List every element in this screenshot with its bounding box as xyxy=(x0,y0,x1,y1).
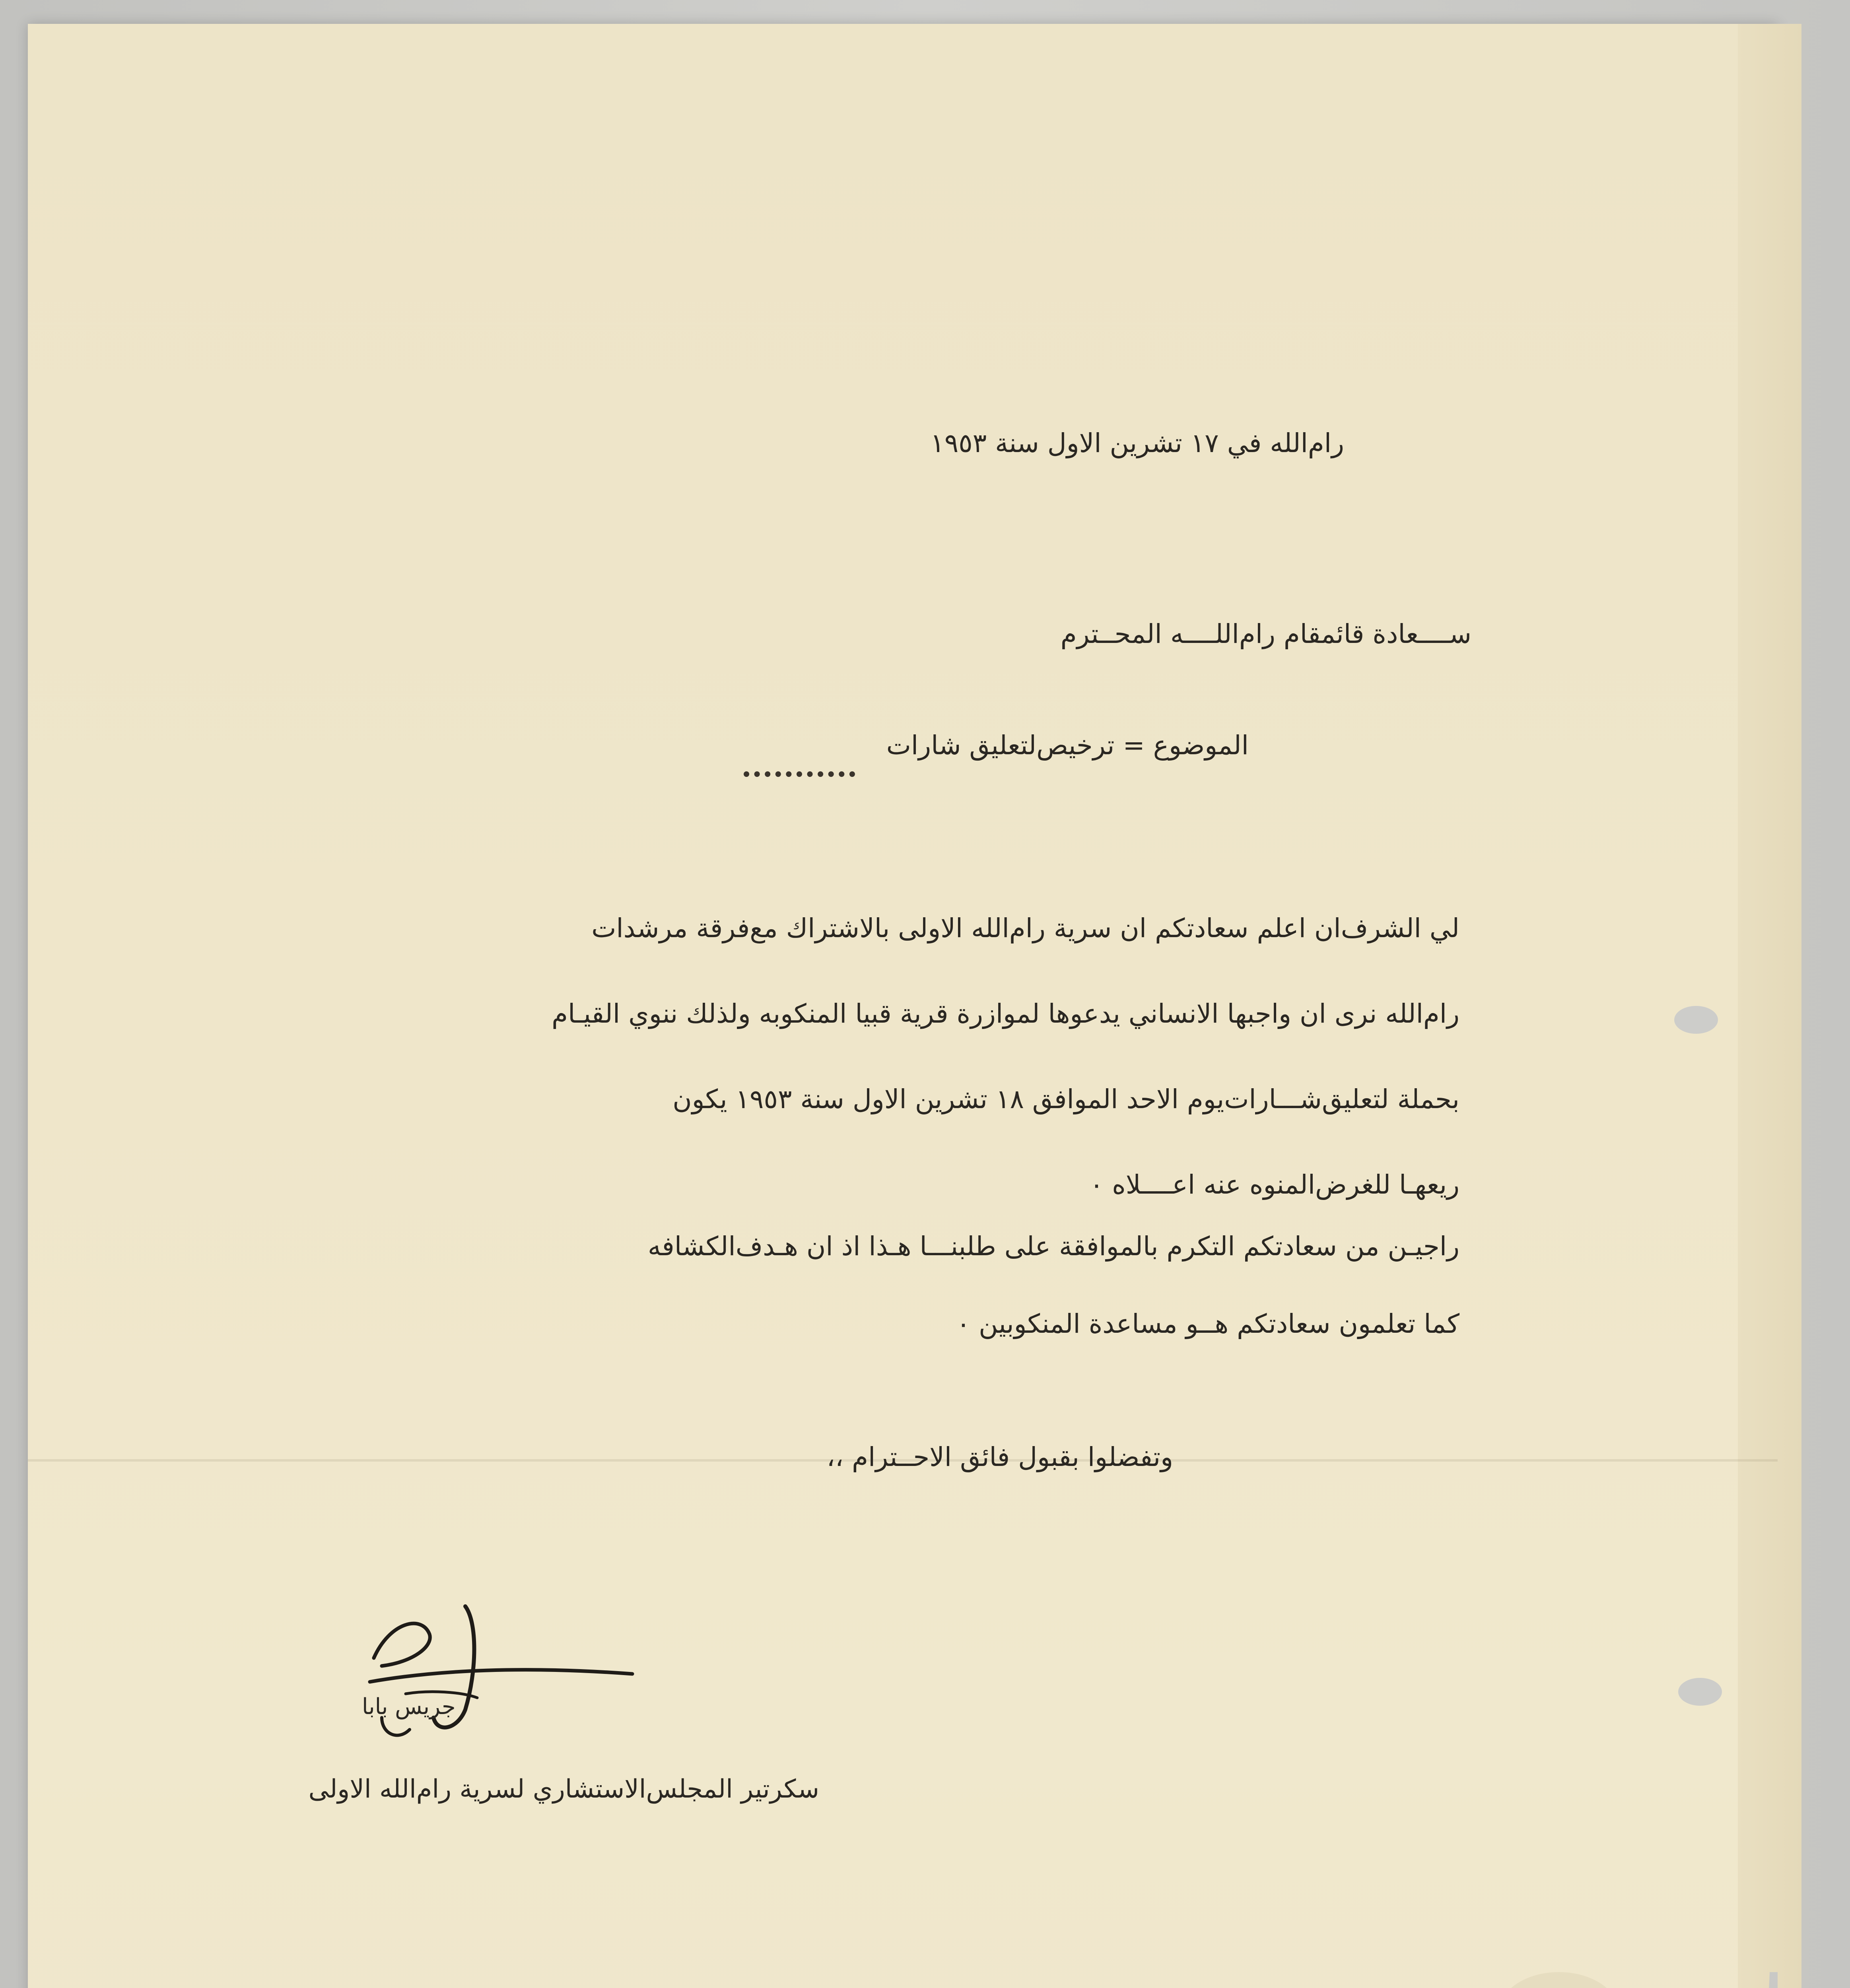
addressee-line: ســــعادة قائمقام رام‌اللــــه المحــترم xyxy=(1060,619,1471,649)
subject-line: الموضوع = ترخيص‌لتعليق شارات xyxy=(886,730,1249,761)
place-date-line: رام‌الله في ١٧ تشرين الاول سنة ١٩٥٣ xyxy=(930,428,1344,458)
signature-name: جريس بابا xyxy=(362,1694,456,1720)
body-line: لي الشرف‌ان اعلم سعادتكم ان سرية رام‌الله الاولى بالاشتراك مع‌فرقة مرشدات xyxy=(591,913,1459,944)
body-line: كما تعلمون سعادتكم هــو مساعدة المنكوبين ٠ xyxy=(956,1309,1459,1339)
body-line: راجيـن من سعادتكم التكرم بالموافقة على طلبنـــا هـذا اذ ان هـدف‌الكشافه xyxy=(647,1231,1459,1262)
closing-line: وتفضلوا بقبول فائق الاحــترام ،، xyxy=(826,1442,1173,1472)
body-line: بحملة لتعليق‌شـــارات‌يوم الاحد الموافق ١٨ تشرين الاول سنة ١٩٥٣ يكون xyxy=(672,1084,1459,1114)
signatory-title: سكرتير المجلس‌الاستشاري لسرية رام‌الله الاولى xyxy=(308,1774,819,1804)
torn-bottom-edge xyxy=(28,24,1778,1988)
letter-sheet xyxy=(28,24,1778,1988)
body-line: ريعهـا للغرض‌المنوه عنه اعــــلاه ٠ xyxy=(1089,1169,1459,1200)
body-line: رام‌الله نرى ان واجبها الانساني يدعوها لموازرة قرية قبيا المنكوبه ولذلك ننوي القيـام xyxy=(552,998,1459,1029)
